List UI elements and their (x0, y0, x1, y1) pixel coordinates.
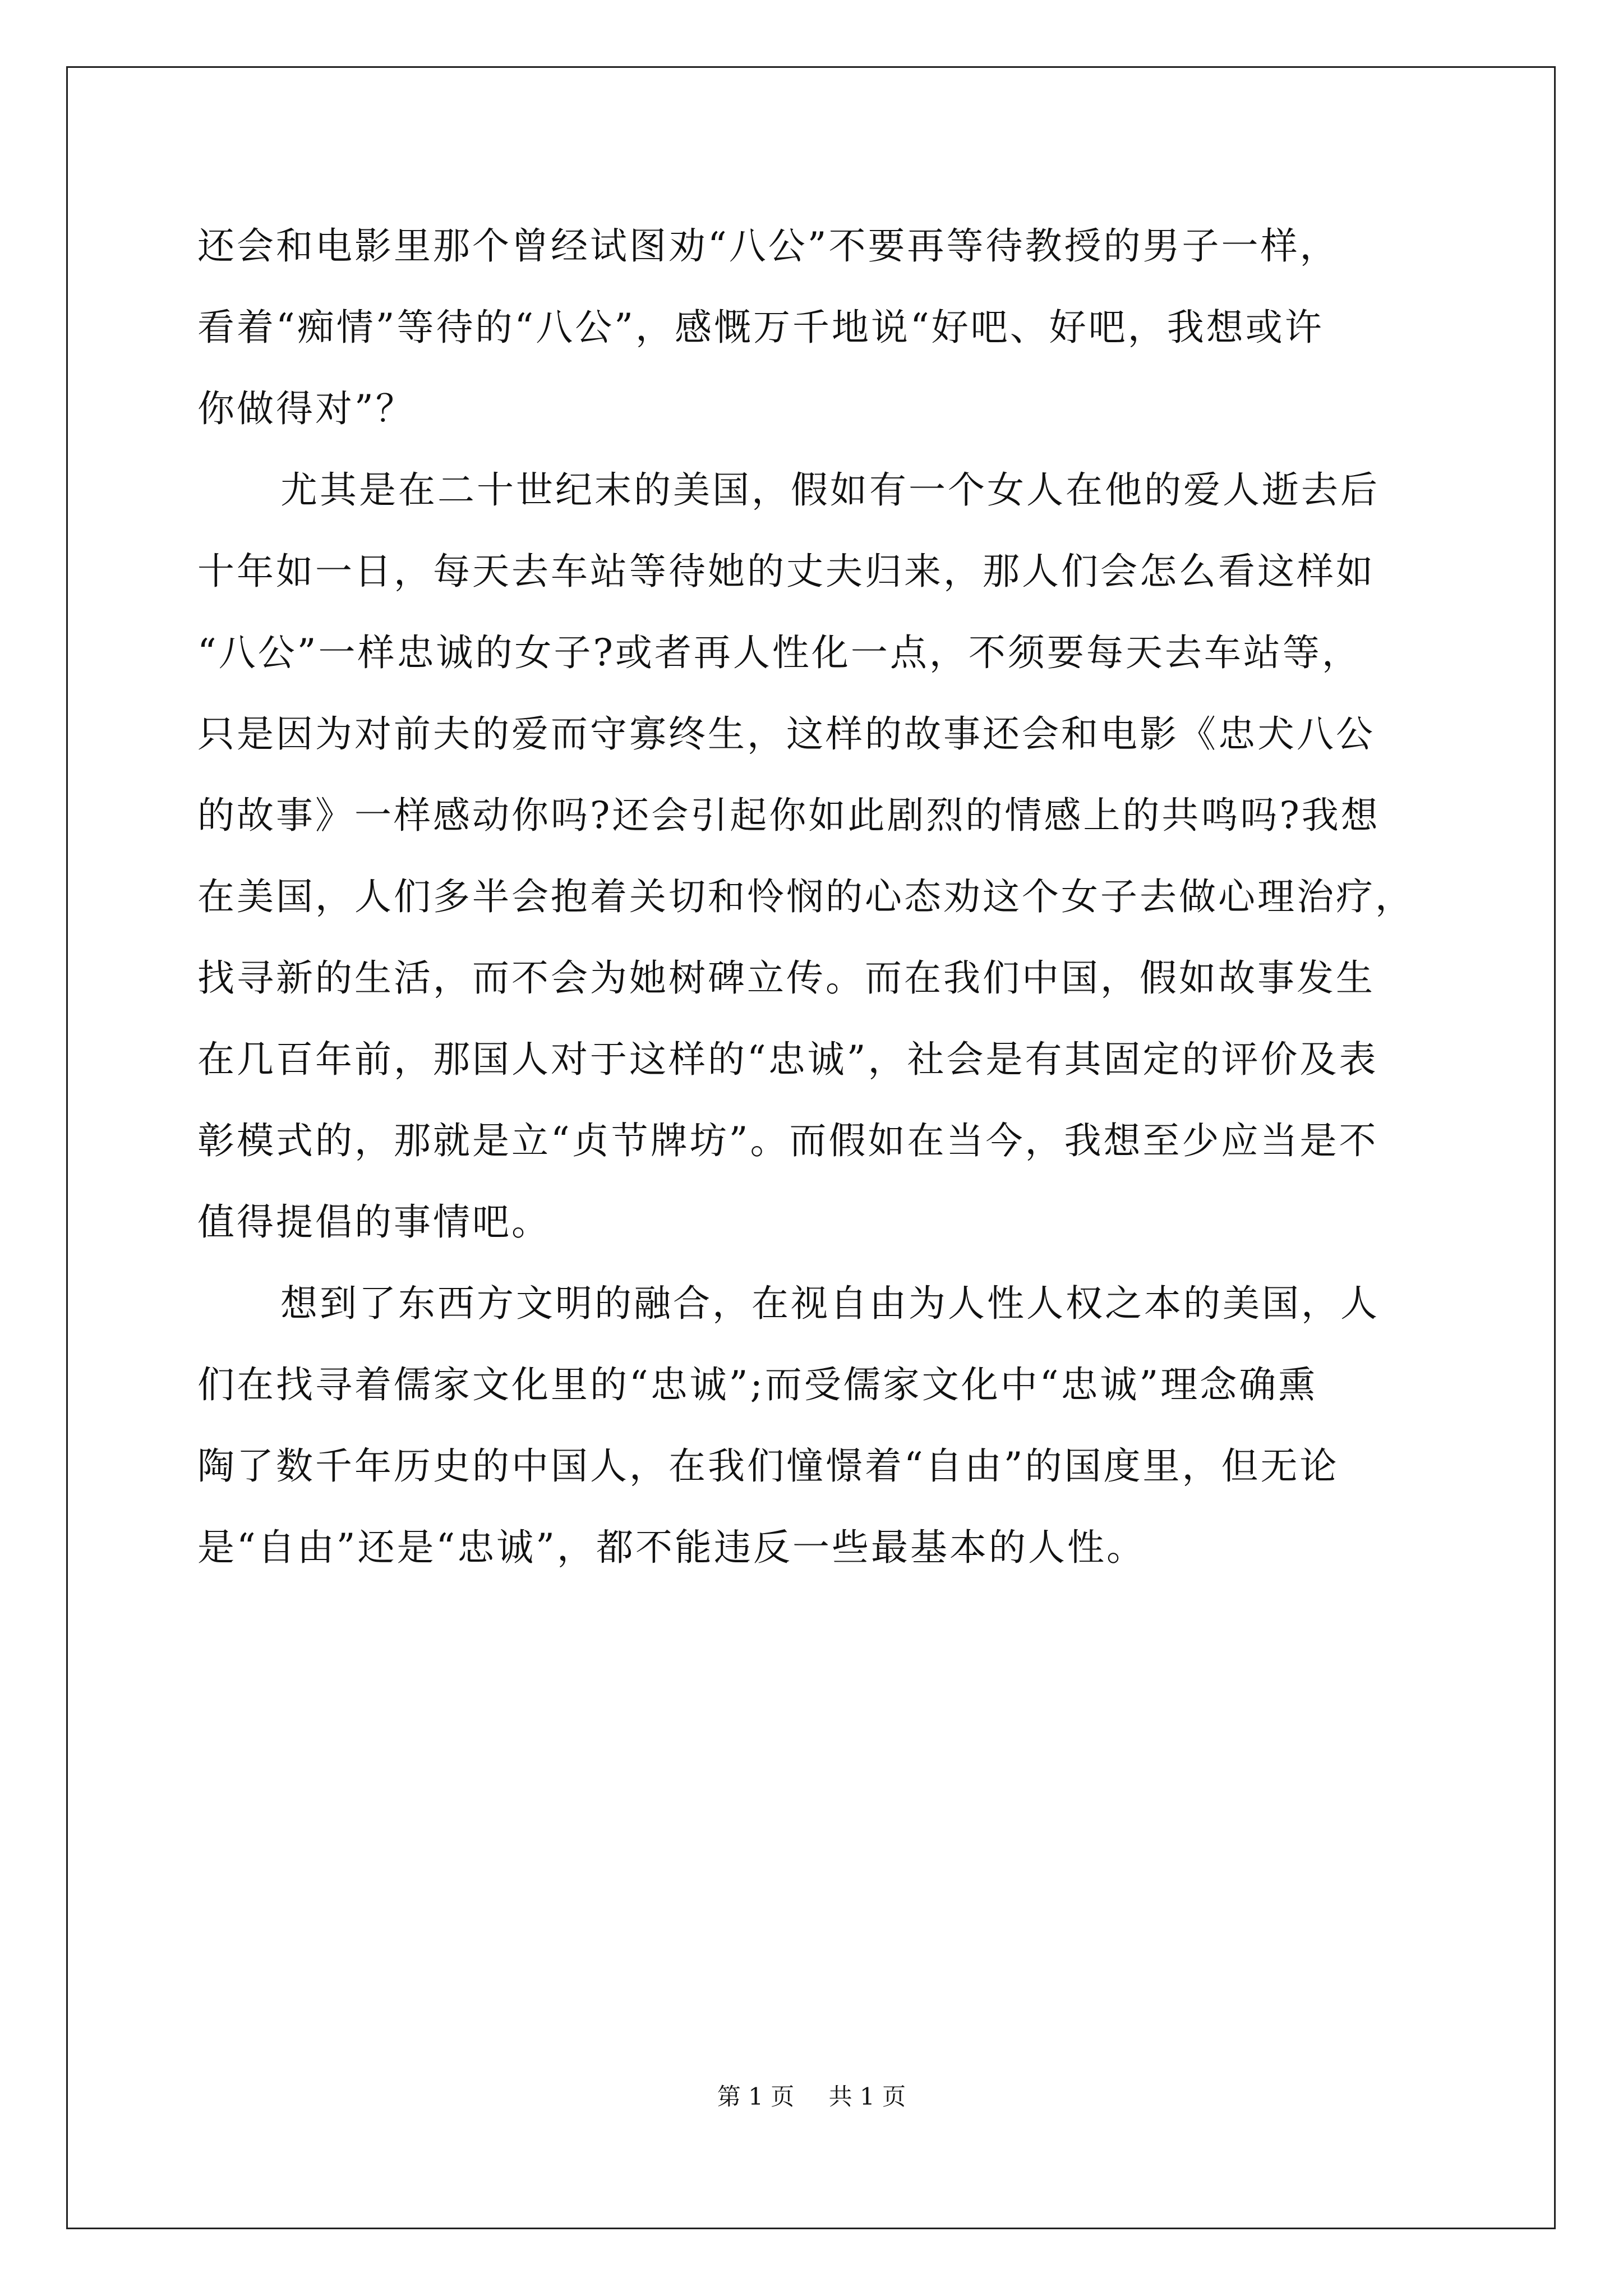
text-line: 们在找寻着儒家文化里的“忠诚”;而受儒家文化中“忠诚”理念确熏 (197, 1363, 1318, 1406)
text-line: 尤其是在二十世纪末的美国，假如有一个女人在他的爱人逝去后 (280, 468, 1380, 512)
text-line: 想到了东西方文明的融合，在视自由为人性人权之本的美国，人 (280, 1282, 1380, 1325)
text-line: 值得提倡的事情吧。 (197, 1200, 551, 1244)
text-line: 彰模式的，那就是立“贞节牌坊”。而假如在当今，我想至少应当是不 (197, 1119, 1378, 1162)
page-total: 共 1 页 (828, 2083, 906, 2110)
document-body (197, 205, 1459, 1588)
text-line: 在几百年前，那国人对于这样的“忠诚”，社会是有其固定的评价及表 (197, 1038, 1378, 1081)
text-line: 十年如一日，每天去车站等待她的丈夫归来，那人们会怎么看这样如 (197, 550, 1375, 593)
text-line: 找寻新的生活，而不会为她树碑立传。而在我们中国，假如故事发生 (197, 956, 1375, 1000)
page-footer (0, 2080, 1623, 2114)
text-line: “八公”一样忠诚的女子?或者再人性化一点，不须要每天去车站等， (197, 631, 1361, 674)
text-line: 还会和电影里那个曾经试图劝“八公”不要再等待教授的男子一样， (197, 224, 1339, 268)
text-line: 是“自由”还是“忠诚”，都不能违反一些最基本的人性。 (197, 1526, 1146, 1569)
text-line: 你做得对”？ (197, 387, 415, 430)
text-line: 看着“痴情”等待的“八公”，感慨万千地说“好吧、好吧，我想或许 (197, 306, 1324, 349)
text-line: 陶了数千年历史的中国人，在我们憧憬着“自由”的国度里，但无论 (197, 1444, 1339, 1488)
text-line: 在美国，人们多半会抱着关切和怜悯的心态劝这个女子去做心理治疗， (197, 875, 1414, 918)
text-line: 的故事》一样感动你吗?还会引起你如此剧烈的情感上的共鸣吗?我想 (197, 794, 1380, 837)
text-line: 只是因为对前夫的爱而守寡终生，这样的故事还会和电影《忠犬八公 (197, 712, 1375, 756)
page-number: 第 1 页 (717, 2083, 795, 2110)
